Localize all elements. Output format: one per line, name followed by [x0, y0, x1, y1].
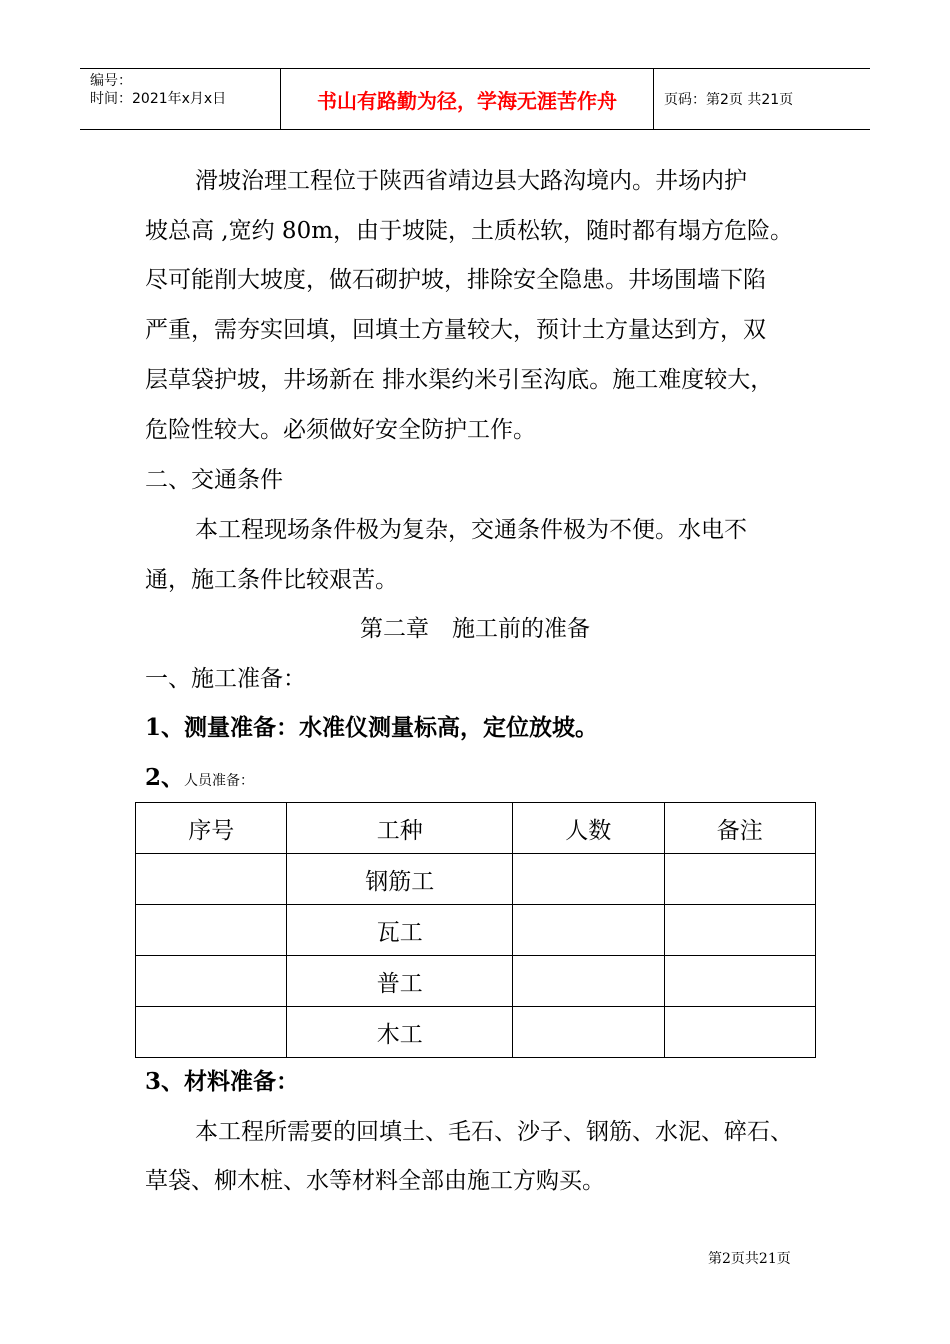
paragraph-line: 本工程所需要的回填土、毛石、沙子、钢筋、水泥、碎石、: [195, 1119, 793, 1145]
list-item-personnel: [145, 763, 254, 796]
paragraph-line: 坡总高 ,宽约 80m，由于坡陡，土质松软，随时都有塌方危险。: [145, 218, 794, 244]
page-header: [80, 68, 870, 130]
header-meta: [80, 69, 280, 129]
paragraph-line: 滑坡治理工程位于陕西省靖边县大路沟境内。井场内护: [195, 168, 747, 194]
table-cell: [513, 1007, 664, 1058]
table-cell: [664, 854, 815, 905]
table-cell: 普工: [287, 956, 513, 1007]
personnel-table: [135, 802, 816, 1058]
paragraph-line: 通，施工条件比较艰苦。: [145, 567, 398, 593]
code-label: 编号：: [90, 73, 132, 89]
table-cell: [513, 905, 664, 956]
table-cell: [664, 1007, 815, 1058]
table-header-cell: 备注: [664, 803, 815, 854]
table-row: [136, 1007, 816, 1058]
table-row: [136, 956, 816, 1007]
table-cell: [136, 854, 287, 905]
list-item-materials: 3、材料准备：: [145, 1068, 300, 1095]
paragraph-line: 危险性较大。必须做好安全防护工作。: [145, 417, 536, 443]
list-item-number: 2、: [145, 764, 185, 791]
paragraph-line: 尽可能削大坡度，做石砌护坡，排除安全隐患。井场围墙下陷: [145, 267, 766, 293]
header-motto: 书山有路勤为径，学海无涯苦作舟: [280, 69, 654, 129]
table-cell: [513, 854, 664, 905]
paragraph-line: 严重，需夯实回填，回填土方量较大，预计土方量达到方，双: [145, 317, 766, 343]
table-cell: [513, 956, 664, 1007]
table-row: [136, 854, 816, 905]
table-header-cell: 序号: [136, 803, 287, 854]
table-cell: [136, 1007, 287, 1058]
table-cell: [136, 956, 287, 1007]
table-cell: [664, 956, 815, 1007]
list-item-text: 人员准备：: [184, 773, 255, 789]
table-header-row: [136, 803, 816, 854]
table-cell: [664, 905, 815, 956]
time-label: 时间：2021年x月x日: [90, 91, 227, 107]
list-item-measurement: 1、测量准备：水准仪测量标高，定位放坡。: [145, 714, 599, 741]
section-heading: 一、施工准备：: [145, 666, 306, 692]
paragraph-line: 层草袋护坡，井场新在 排水渠约米引至沟底。施工难度较大，: [145, 367, 774, 393]
page-footer: 第2页共21页: [708, 1251, 791, 1267]
table-cell: [136, 905, 287, 956]
table-header-cell: 工种: [287, 803, 513, 854]
table-header-cell: 人数: [513, 803, 664, 854]
header-page-info: 页码：第2页 共21页: [664, 92, 794, 108]
table-cell: 木工: [287, 1007, 513, 1058]
paragraph-line: 本工程现场条件极为复杂，交通条件极为不便。水电不: [195, 517, 747, 543]
table-cell: 钢筋工: [287, 854, 513, 905]
paragraph-line: 草袋、柳木桩、水等材料全部由施工方购买。: [145, 1168, 605, 1194]
table-row: [136, 905, 816, 956]
chapter-title: 第二章 施工前的准备: [360, 616, 590, 642]
section-heading: 二、交通条件: [145, 467, 283, 493]
table-cell: 瓦工: [287, 905, 513, 956]
